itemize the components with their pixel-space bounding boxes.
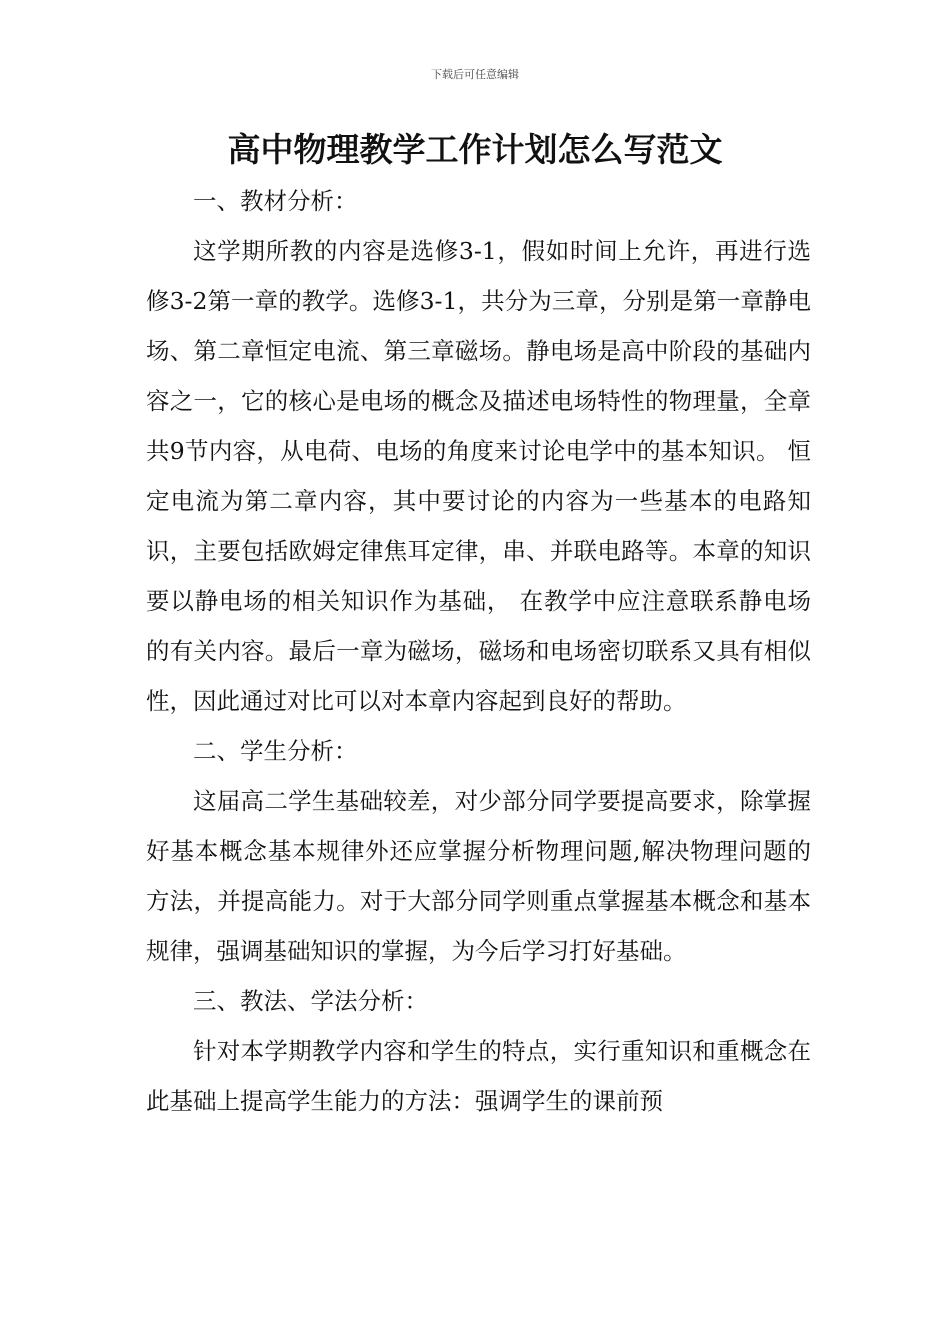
paragraph-textbook-analysis: 这学期所教的内容是选修3-1，假如时间上允许，再进行选修3-2第一章的教学。选修3-1，共分为三章，分别是第一章静电场、第二章恒定电流、第三章磁场。静电场是高中阶段的基础内容之一，它的核心是电场的概念及描述电场特性的物理量，全章共9节内容，从电荷、电场的角度来讨论电学中的基本知识。 恒定电流为第二章内容，其中要讨论的内容为一些基本的电路知识，主要包括欧姆定律焦耳定律，串、并联电路等。本章的知识要以静电场的相关知识作为基础， 在教学中应注意联系静电场的有关内容。最后一章为磁场，磁场和电场密切联系又具有相似性，因此通过对比可以对本章内容起到良好的帮助。	[146, 237, 811, 715]
paragraph-method-analysis: 针对本学期教学内容和学生的特点，实行重知识和重概念在此基础上提高学生能力的方法：强调学生的课前预	[146, 1037, 811, 1115]
section-heading-method-analysis: 三、教法、学法分析：	[193, 987, 428, 1015]
document-title: 高中物理教学工作计划怎么写范文	[227, 130, 723, 169]
section-heading-textbook-analysis: 一、教材分析：	[193, 187, 358, 215]
header-note: 下载后可任意编辑	[431, 68, 519, 81]
document-body	[146, 176, 811, 1126]
section-heading-student-analysis: 二、学生分析：	[193, 737, 358, 765]
paragraph-student-analysis: 这届高二学生基础较差，对少部分同学要提高要求，除掌握好基本概念基本规律外还应掌握分析物理问题,解决物理问题的方法，并提高能力。对于大部分同学则重点掌握基本概念和基本规律，强调基础知识的掌握，为今后学习打好基础。	[146, 787, 811, 965]
